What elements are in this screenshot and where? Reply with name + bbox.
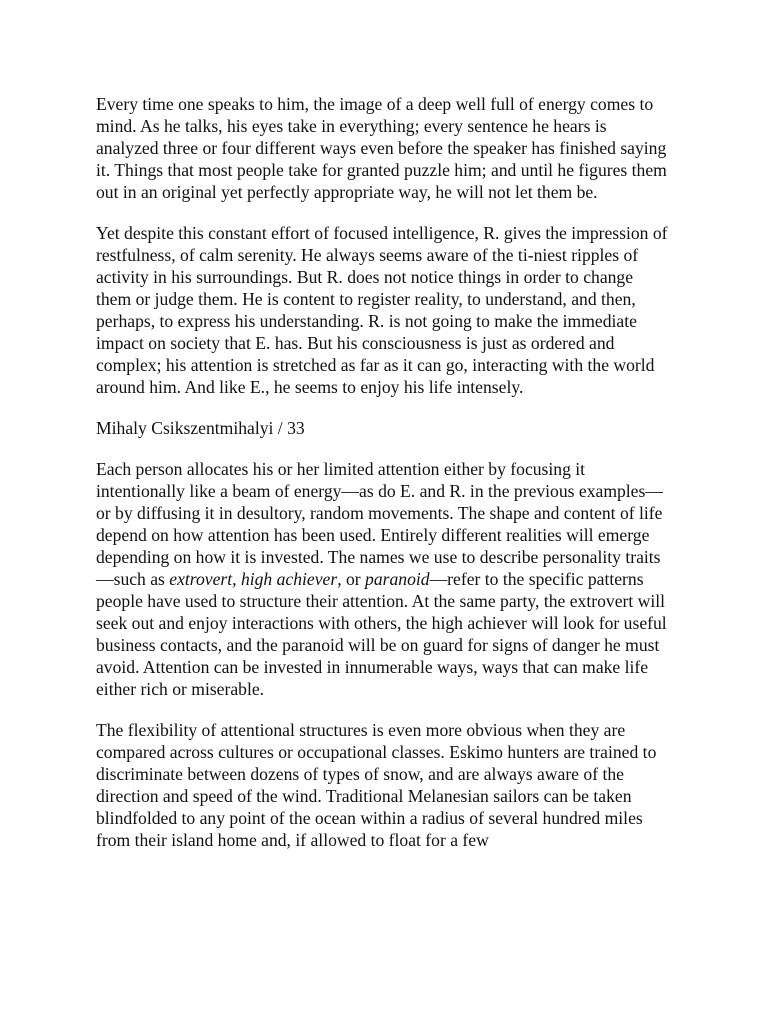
paragraph-2: Yet despite this constant effort of focused intelligence, R. gives the impression of restfulness, of calm serenity. He always seems aware of the ti-niest ripples of activity in his surroundings. But R. does not notice things in order to change them or judge them. He is content to register reality, to understand, and then, perhaps, to express his understanding. R. is not going to make the immediate impact on society that E. has. But his consciousness is just as ordered and complex; his attention is stretched as far as it can go, interacting with the world around him. And like E., he seems to enjoy his life intensely.	[96, 223, 668, 397]
paragraph-4: The flexibility of attentional structures is even more obvious when they are compared across cultures or occupational classes. Eskimo hunters are trained to discriminate between dozens of types of snow, and are always aware of the direction and speed of the wind. Traditional Melanesian sailors can be taken blindfolded to any point of the ocean within a radius of several hundred miles from their island home and, if allowed to float for a few	[96, 720, 657, 850]
running-head: Mihaly Csikszentmihalyi / 33	[96, 418, 305, 438]
paragraph-3	[96, 458, 672, 700]
document-page	[96, 93, 672, 870]
paragraph-3-text-2: , or	[337, 569, 366, 589]
paragraph-3-text-3: —refer to the specific patterns people have used to structure their attention. At the same party, the extrovert will seek out and enjoy interactions with others, the high achiever will look for useful business contacts, and the paranoid will be on guard for signs of danger he must avoid. Attention can be invested in innumerable ways, ways that can make life either rich or miserable.	[96, 569, 667, 699]
paragraph-3-italic-2: paranoid	[365, 569, 430, 589]
paragraph-1: Every time one speaks to him, the image of a deep well full of energy comes to mind. As he talks, his eyes take in everything; every sentence he hears is analyzed three or four different ways even before the speaker has finished saying it. Things that most people take for granted puzzle him; and until he figures them out in an original yet perfectly appropriate way, he will not let them be.	[96, 94, 667, 202]
paragraph-3-italic-1: extrovert, high achiever	[169, 569, 338, 589]
paragraph-3-text-1: Each person allocates his or her limited attention either by focusing it intentionally like a beam of energy—as do E. and R. in the previous examples—or by diffusing it in desultory, random movements. The shape and content of life depend on how attention has been used. Entirely different realities will emerge depending on how it is invested. The names we use to describe personality traits—such as	[96, 459, 663, 589]
